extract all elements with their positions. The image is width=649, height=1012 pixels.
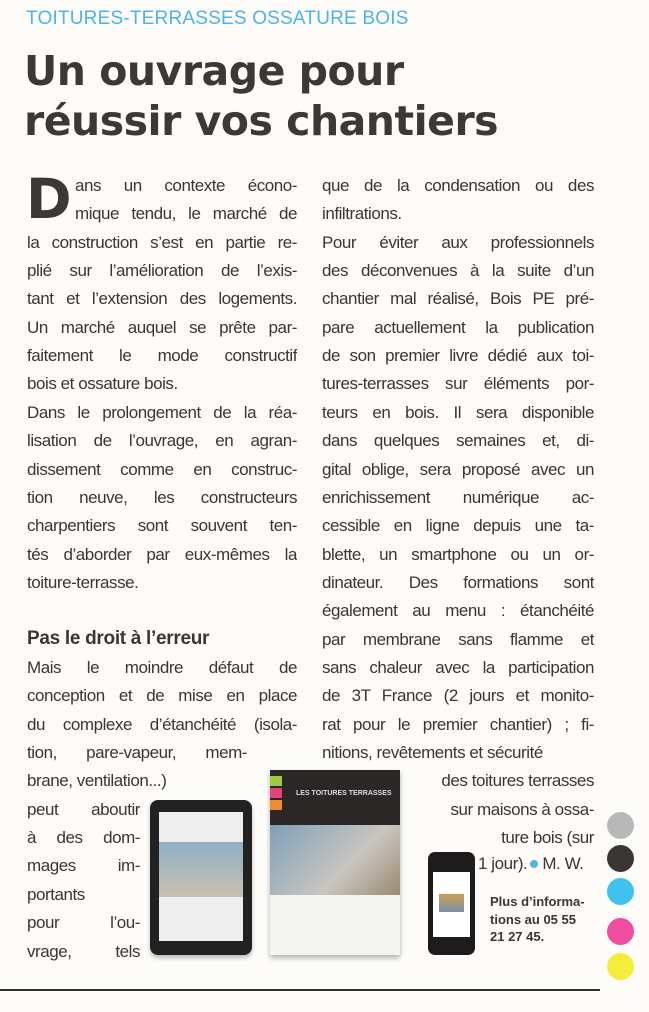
text-line: mages im-: [27, 856, 140, 876]
text-line: charpentiers sont souvent ten-: [27, 516, 297, 536]
text-line: tion neuve, les constructeurs: [27, 487, 297, 507]
text-line: du complexe d’étanchéité (isola-: [27, 714, 297, 734]
text-line: à des dom-: [27, 828, 140, 848]
text-line: des déconvenues à la suite d’un: [322, 261, 594, 281]
text-line: pare actuellement la publication: [322, 317, 594, 337]
text-line: bois et ossature bois.: [27, 374, 178, 394]
text-line: faitement le mode constructif: [27, 346, 297, 366]
text-line: infiltrations.: [322, 204, 402, 224]
text-line: brane, ventilation...): [27, 771, 167, 791]
subheading: Pas le droit à l’erreur: [27, 628, 210, 649]
tablet-image: [150, 800, 252, 955]
text-line: de 3T France (2 jours et monito-: [322, 686, 594, 706]
article-signoff: [478, 852, 584, 876]
section-kicker: TOITURES-TERRASSES OSSATURE BOIS: [26, 8, 409, 29]
text-line: également au menu : étanchéité: [322, 601, 594, 621]
article-title: [24, 46, 498, 146]
registration-dot: [607, 812, 634, 839]
book-cover-image: [270, 770, 400, 955]
text-line: tant et l’extension des logements.: [27, 289, 297, 309]
text-line: Mais le moindre défaut de: [27, 658, 297, 677]
last-line: 1 jour).: [478, 854, 528, 873]
registration-dot: [607, 918, 634, 945]
text-line: sans chaleur avec la participation: [322, 657, 594, 677]
text-line: vrage, tels: [27, 941, 140, 961]
text-line: chantier mal réalisé, Bois PE pré-: [322, 289, 594, 309]
text-line: la construction s’est en partie re-: [27, 232, 297, 252]
smartphone-image: [428, 852, 475, 955]
text-line: cessible en ligne depuis une ta-: [322, 516, 594, 536]
registration-dot: [607, 878, 634, 905]
text-line: dinateur. Des formations sont: [322, 572, 594, 592]
info-line: 21 27 45.: [490, 929, 545, 944]
text-line: rat pour le premier chantier) ; fi-: [322, 714, 594, 734]
contact-info: [490, 893, 585, 946]
text-line: sur maisons à ossa-: [450, 799, 594, 819]
text-line: dissement comme en construc-: [27, 459, 297, 479]
bullet-icon: [530, 860, 538, 868]
title-line: réussir vos chantiers: [24, 97, 499, 145]
text-line: de son premier livre dédié aux toi-: [322, 346, 594, 366]
text-line: peut aboutir: [27, 799, 140, 819]
text-line: des toitures terrasses: [441, 771, 594, 791]
registration-dot: [607, 845, 634, 872]
text-line: portants: [27, 884, 85, 904]
text-line: Un marché auquel se prête par-: [27, 317, 297, 337]
text-line: teurs en bois. Il sera disponible: [322, 402, 594, 422]
author: M. W.: [542, 854, 584, 873]
text-line: enrichissement numérique ac-: [322, 487, 594, 507]
bottom-rule: [0, 989, 600, 991]
text-line: plié sur l’amélioration de l’exis-: [27, 261, 297, 281]
text-line: tés d’aborder par eux-mêmes la: [27, 544, 297, 564]
book-cover-title: LES TOITURES TERRASSES: [296, 790, 392, 797]
text-line: conception et de mise en place: [27, 686, 297, 706]
text-line: mique tendu, le marché de: [75, 204, 297, 224]
text-line: gital oblige, sera proposé avec un: [322, 459, 594, 479]
text-line: blette, un smartphone ou un or-: [322, 544, 594, 564]
text-line: pour l’ou-: [27, 913, 140, 933]
text-line: nitions, revêtements et sécurité: [322, 743, 543, 762]
text-line: Pour éviter aux professionnels: [322, 232, 594, 252]
text-line: toiture-terrasse.: [27, 572, 139, 592]
info-line: tions au 05 55: [490, 911, 576, 927]
title-line: Un ouvrage pour: [24, 47, 404, 95]
text-line: ture bois (sur: [501, 828, 594, 848]
info-line: Plus d’informa-: [490, 894, 585, 909]
text-line: par membrane sans flamme et: [322, 629, 594, 649]
text-line: que de la condensation ou des: [322, 176, 594, 195]
text-line: tures-terrasses sur éléments por-: [322, 374, 594, 394]
registration-dot: [607, 953, 634, 980]
text-line: tion, pare-vapeur, mem-: [27, 743, 247, 763]
text-line: ans un contexte écono-: [75, 176, 297, 195]
text-line: Dans le prolongement de la réa-: [27, 402, 297, 422]
text-line: lisation de l’ouvrage, en agran-: [27, 431, 297, 451]
drop-cap: D: [26, 167, 72, 231]
text-line: dans quelques semaines et, di-: [322, 431, 594, 451]
